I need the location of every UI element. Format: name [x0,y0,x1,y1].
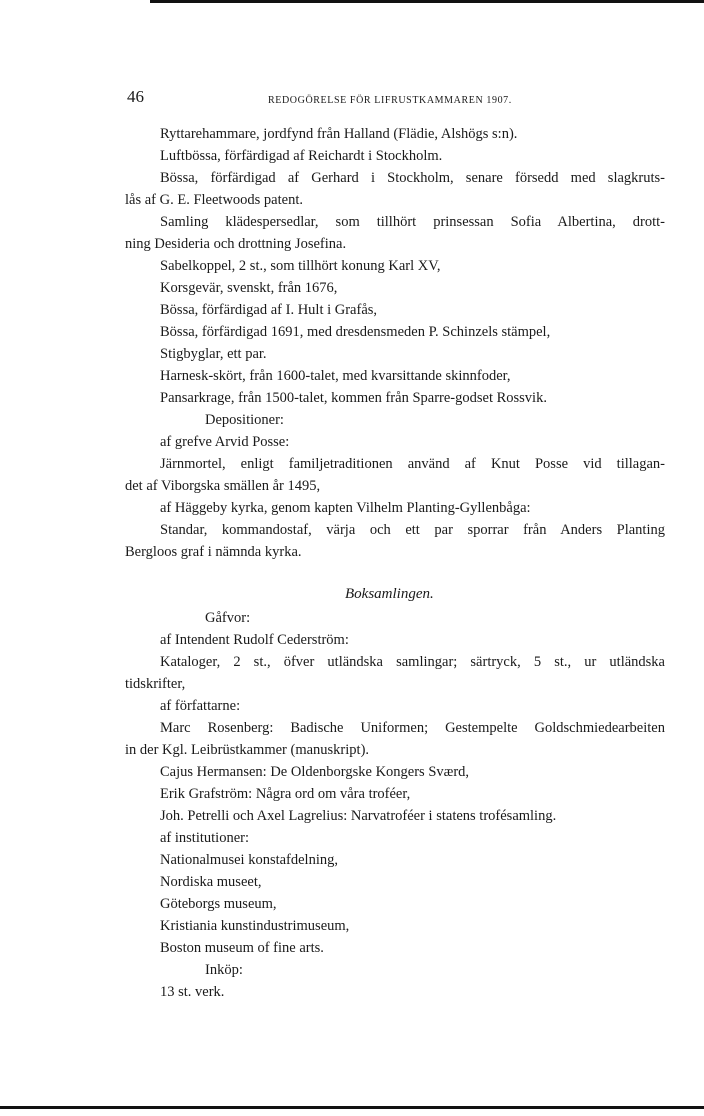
text-line: Kataloger, 2 st., öfver utländska samlingar; särtryck, 5 st., ur utländska [160,654,665,670]
text-line: Nationalmusei konstafdelning, [160,852,338,868]
text-line: af författarne: [160,698,241,714]
text-line: Joh. Petrelli och Axel Lagrelius: Narvatroféer i statens trofésamling. [160,808,557,824]
text-line: Kristiania kunstindustrimuseum, [160,918,350,934]
text-line: Cajus Hermansen: De Oldenborgske Kongers Sværd, [160,764,470,780]
running-head: REDOGÖRELSE FÖR LIFRUSTKAMMAREN 1907. [268,95,512,106]
text-line: Boston museum of fine arts. [160,940,324,956]
text-line: af Häggeby kyrka, genom kapten Vilhelm Planting-Gyllenbåga: [160,500,531,516]
text-line: Erik Grafström: Några ord om våra troféer, [160,786,411,802]
section-heading: Boksamlingen. [345,586,434,602]
text-line: Sabelkoppel, 2 st., som tillhört konung Karl XV, [160,258,441,274]
subheading: Gåfvor: [205,610,251,626]
text-line: 13 st. verk. [160,984,225,1000]
text-line: Bergloos graf i nämnda kyrka. [125,544,302,560]
text-line: Bössa, förfärdigad af I. Hult i Grafås, [160,302,378,318]
text-line: Korsgevär, svenskt, från 1676, [160,280,338,296]
subheading: Inköp: [205,962,243,978]
text-line: Marc Rosenberg: Badische Uniformen; Gestempelte Goldschmiedearbeiten [160,720,665,736]
text-line: Ryttarehammare, jordfynd från Halland (Flädie, Alshögs s:n). [160,126,518,142]
text-line: Samling klädespersedlar, som tillhört prinsessan Sofia Albertina, drott- [160,214,665,230]
text-line: Bössa, förfärdigad 1691, med dresdensmeden P. Schinzels stämpel, [160,324,551,340]
text-line: Nordiska museet, [160,874,262,890]
text-line: Harnesk-skört, från 1600-talet, med kvarsittande skinnfoder, [160,368,511,384]
text-line: lås af G. E. Fleetwoods patent. [125,192,303,208]
text-line: af Intendent Rudolf Cederström: [160,632,349,648]
text-line: Bössa, förfärdigad af Gerhard i Stockholm, senare försedd med slagkruts- [160,170,665,186]
text-line: Järnmortel, enligt familjetraditionen använd af Knut Posse vid tillagan- [160,456,665,472]
text-line: af grefve Arvid Posse: [160,434,290,450]
text-line: det af Viborgska smällen år 1495, [125,478,321,494]
subheading: Depositioner: [205,412,284,428]
bottom-rule [0,1106,704,1109]
text-line: tidskrifter, [125,676,186,692]
text-line: in der Kgl. Leibrüstkammer (manuskript). [125,742,370,758]
text-line: Standar, kommandostaf, värja och ett par sporrar från Anders Planting [160,522,665,538]
text-line: Stigbyglar, ett par. [160,346,267,362]
text-line: Pansarkrage, från 1500-talet, kommen från Sparre-godset Rossvik. [160,390,547,406]
text-line: ning Desideria och drottning Josefina. [125,236,347,252]
page-number: 46 [127,87,144,106]
top-rule [150,0,704,3]
text-line: Göteborgs museum, [160,896,277,912]
text-line: Luftbössa, förfärdigad af Reichardt i Stockholm. [160,148,443,164]
text-line: af institutioner: [160,830,249,846]
